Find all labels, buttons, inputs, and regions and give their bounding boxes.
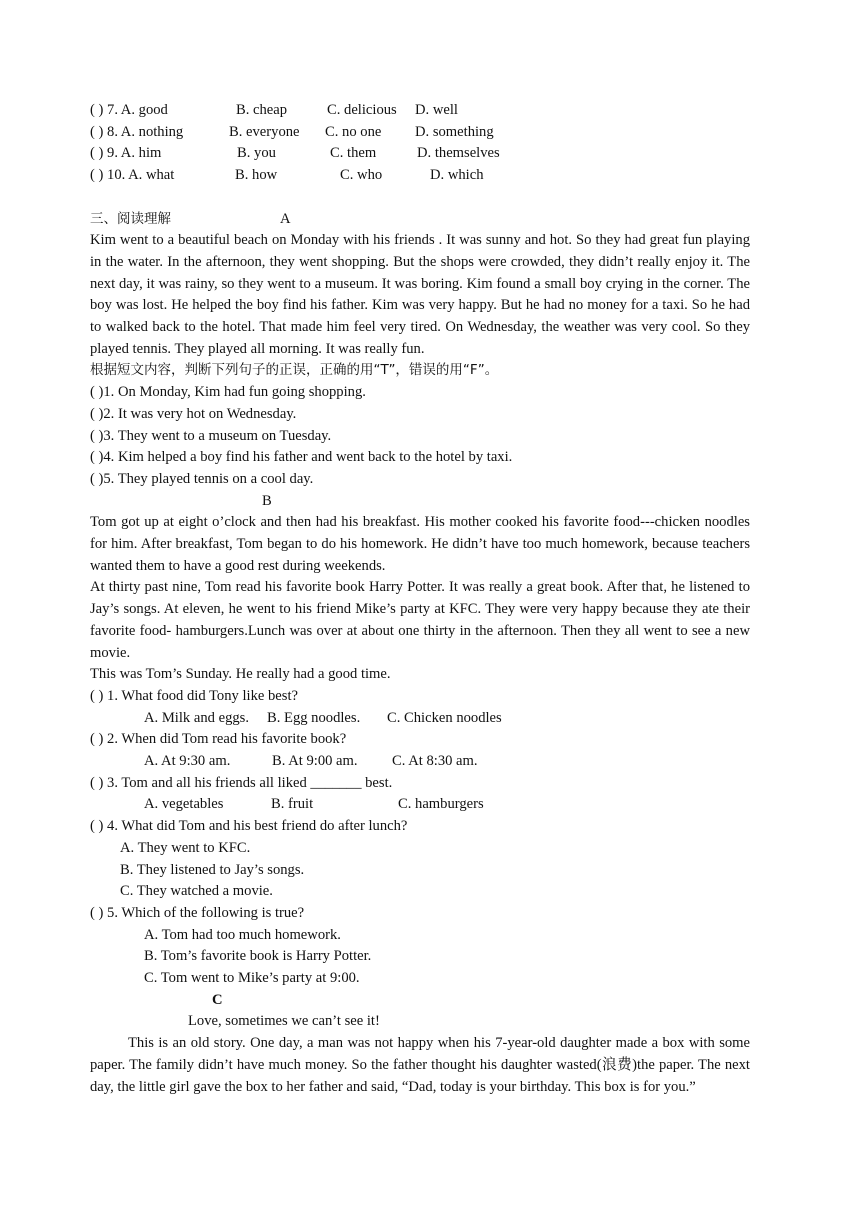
passage-b-paragraph-1: Tom got up at eight o’clock and then had his breakfast. His mother cooked his favorite food---chicken noodles for him. After breakfast, Tom began to do his homework. He didn’t have too much homework, because teachers wanted them to have a good rest during weekends. xyxy=(90,514,750,574)
passage-a: Kim went to a beautiful beach on Monday with his friends . It was sunny and hot. So they had great fun playing in the water. In the afternoon, they went shopping. But the shops were crowded, they didn’t really enjoy it. The next day, it was rainy, so they went to a museum. It was boring. Kim found a small boy crying in the corner. The boy was lost. He helped the boy find his father. Kim was very happy. But he had no money for a taxi. So he had to walked back to the hotel. That made him feel very tired. On Wednesday, the weather was very cool. So they played tennis. They played all morning. It was really fun. xyxy=(90,232,750,357)
question-2-options xyxy=(144,751,644,773)
option-d: D. themselves xyxy=(417,145,500,162)
option-c: C. hamburgers xyxy=(398,796,484,813)
option-b: B. how xyxy=(235,167,278,184)
tf-item-3: ( )3. They went to a museum on Tuesday. xyxy=(90,427,332,444)
question-1: ( ) 1. What food did Tony like best? xyxy=(90,687,298,704)
question-5: ( ) 5. Which of the following is true? xyxy=(90,904,305,921)
question-2: ( ) 2. When did Tom read his favorite book? xyxy=(90,731,347,748)
passage-b-label: B xyxy=(262,492,272,509)
option-a: A. vegetables xyxy=(144,796,224,813)
option-c: C. them xyxy=(330,145,377,162)
option-a: A. At 9:30 am. xyxy=(144,753,231,769)
passage-c-label: C xyxy=(212,991,223,1008)
section-title: 三、阅读理解 xyxy=(90,210,171,227)
choice-stem: ( ) 7. A. good xyxy=(90,102,168,118)
passage-c-paragraph: This is an old story. One day, a man was not happy when his 7-year-old daughter made a box with some paper. The family didn’t have much money. So the father thought his daughter wasted(浪费)the paper. The next day, the little girl gave the box to her father and said, “Dad, today is your birthday. This box is for you.” xyxy=(90,1035,750,1095)
option-c: C. no one xyxy=(325,123,382,140)
option-c: C. delicious xyxy=(327,102,397,118)
tf-item-5: ( )5. They played tennis on a cool day. xyxy=(90,470,314,487)
option-b: B. Egg noodles. xyxy=(267,709,361,726)
option-b: B. everyone xyxy=(229,123,300,140)
option-b: B. At 9:00 am. xyxy=(272,753,358,769)
question-3: ( ) 3. Tom and all his friends all liked _______ best. xyxy=(90,774,393,791)
tf-item-4: ( )4. Kim helped a boy find his father and went back to the hotel by taxi. xyxy=(90,449,513,466)
question-4-option-b: B. They listened to Jay’s songs. xyxy=(120,861,305,878)
question-5-option-b: B. Tom’s favorite book is Harry Potter. xyxy=(144,948,372,965)
option-d: D. well xyxy=(415,102,458,118)
option-c: C. who xyxy=(340,167,383,184)
question-1-options xyxy=(144,708,644,730)
option-b: B. fruit xyxy=(271,796,314,813)
option-b: B. cheap xyxy=(236,102,288,118)
choice-stem: ( ) 9. A. him xyxy=(90,145,162,162)
passage-b-paragraph-3: This was Tom’s Sunday. He really had a good time. xyxy=(90,666,391,683)
option-b: B. you xyxy=(237,145,276,162)
tf-instruction: 根据短文内容，判断下列句子的正误，正确的用“T”，错误的用“F”。 xyxy=(90,362,499,379)
option-c: C. Chicken noodles xyxy=(387,709,502,726)
question-4-option-a: A. They went to KFC. xyxy=(120,839,251,856)
tf-item-2: ( )2. It was very hot on Wednesday. xyxy=(90,405,297,422)
option-a: A. Milk and eggs. xyxy=(144,709,249,726)
option-d: D. which xyxy=(430,167,484,184)
option-c: C. At 8:30 am. xyxy=(392,753,478,769)
choice-stem: ( ) 10. A. what xyxy=(90,167,175,184)
passage-b-paragraph-2: At thirty past nine, Tom read his favorite book Harry Potter. It was really a great book. After that, he listened to Jay’s songs. At eleven, he went to his friend Mike’s party at KFC. They were very happy because they ate their favorite food- hamburgers.Lunch was over at about one thirty in the afternoon. Then they all went to see a new movie. xyxy=(90,579,750,661)
passage-c-title: Love, sometimes we can’t see it! xyxy=(188,1013,380,1030)
question-4-option-c: C. They watched a movie. xyxy=(120,883,273,900)
question-3-options xyxy=(144,794,644,816)
passage-a-label: A xyxy=(280,210,291,227)
option-d: D. something xyxy=(415,123,494,140)
tf-item-1: ( )1. On Monday, Kim had fun going shopping. xyxy=(90,384,366,401)
question-5-option-a: A. Tom had too much homework. xyxy=(144,926,341,943)
question-4: ( ) 4. What did Tom and his best friend do after lunch? xyxy=(90,818,408,835)
question-5-option-c: C. Tom went to Mike’s party at 9:00. xyxy=(144,970,360,986)
choice-stem: ( ) 8. A. nothing xyxy=(90,123,184,140)
